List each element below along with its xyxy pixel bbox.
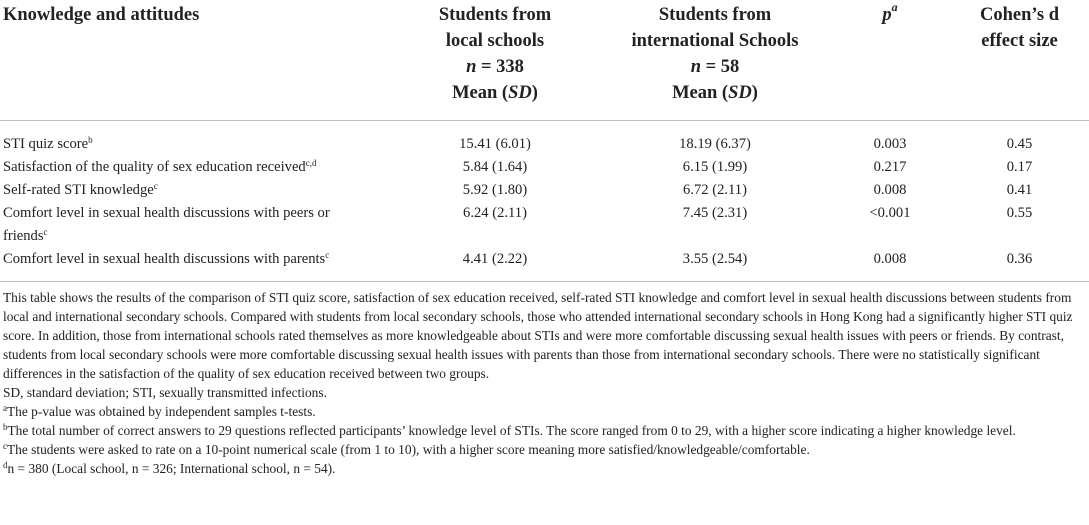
row-label-text-2: friends: [3, 228, 44, 244]
header-intl-sd: SD: [728, 83, 752, 103]
cell-local: 4.41 (2.22): [462, 251, 528, 267]
table-header-row: [0, 0, 1089, 121]
footnote-text: n = 380 (Local school, n = 326; International school, n = 54).: [7, 461, 336, 476]
header-p-value: [830, 0, 950, 121]
row-label-text: Self-rated STI knowledge: [3, 182, 154, 198]
cell-local: 5.92 (1.80): [462, 182, 528, 198]
row-label-text: STI quiz score: [3, 136, 89, 152]
header-intl-n: = 58: [701, 57, 740, 77]
footnote: [3, 402, 1083, 421]
header-intl-mean: Mean (: [672, 83, 729, 103]
row-label-sup: b: [88, 135, 93, 145]
footnote: [3, 421, 1083, 440]
table-row: [0, 248, 1089, 282]
header-intl-n-var: n: [690, 57, 701, 77]
cell-p: 0.217: [873, 159, 907, 175]
header-local-mean: Mean (: [452, 83, 509, 103]
footnote: [3, 459, 1083, 478]
cell-international: 6.15 (1.99): [682, 159, 748, 175]
cell-p: 0.008: [873, 251, 907, 267]
header-local-schools: [390, 0, 600, 121]
cell-d: 0.41: [1006, 182, 1033, 198]
cell-d: 0.55: [1006, 205, 1033, 221]
footnote-mark: d: [3, 460, 8, 470]
cell-local: 6.24 (2.11): [463, 205, 527, 221]
row-label: [0, 179, 390, 202]
footnote-mark: a: [3, 403, 7, 413]
row-label-sup: c,d: [305, 158, 317, 168]
row-label-sup: c: [43, 227, 48, 237]
header-local-n: = 338: [476, 57, 524, 77]
header-local-n-var: n: [466, 57, 477, 77]
header-p-label: p: [882, 5, 892, 25]
row-label: [0, 248, 390, 282]
cell-p: 0.003: [873, 136, 907, 152]
header-intl-line1: Students from: [658, 5, 772, 25]
header-knowledge-attitudes: Knowledge and attitudes: [3, 5, 200, 25]
footnote-mark: b: [3, 422, 8, 432]
header-cohens-d: [950, 0, 1089, 121]
header-p-sup: a: [891, 0, 898, 14]
row-label: [0, 156, 390, 179]
cell-international: 7.45 (2.31): [682, 205, 748, 221]
cell-international: 3.55 (2.54): [682, 251, 748, 267]
footnote-text: The total number of correct answers to 29 questions reflected participants’ knowledge level of STIs. The score ranged from 0 to 29, with a higher score indicating a higher knowledge level.: [7, 423, 1016, 438]
row-label-text: Comfort level in sexual health discussions with peers or: [3, 205, 330, 221]
cell-p: <0.001: [869, 205, 911, 221]
row-label-text: Satisfaction of the quality of sex education received: [3, 159, 306, 175]
row-label: [0, 121, 390, 157]
row-label: [0, 202, 390, 248]
header-local-line1: Students from: [438, 5, 552, 25]
cell-d: 0.17: [1006, 159, 1033, 175]
notes-summary: This table shows the results of the comparison of STI quiz score, satisfaction of sex education received, self-rated STI knowledge and comfort level in sexual health discussions between students from local and international secondary schools. Compared with students from local secondary schools, those who attended international secondary schools in Hong Kong had a significantly higher STI quiz score. In addition, those from international schools rated themselves as more knowledgeable about STIs and were more comfortable discussing sexual health issues with peers or friends. By contrast, students from local secondary schools were more comfortable discussing sexual health issues with parents than those from international secondary schools. There were no statistically significant differences in the satisfaction of the quality of sex education received between two groups.: [3, 290, 1073, 381]
table-notes: [0, 282, 1083, 478]
header-local-close: ): [531, 83, 538, 103]
cell-d: 0.45: [1006, 136, 1033, 152]
row-label-sup: c: [153, 181, 158, 191]
header-d-line2: effect size: [981, 31, 1058, 51]
notes-abbreviations: SD, standard deviation; STI, sexually transmitted infections.: [3, 385, 327, 400]
cell-international: 6.72 (2.11): [683, 182, 747, 198]
footnote-text: The p-value was obtained by independent samples t-tests.: [7, 404, 316, 419]
cell-local: 5.84 (1.64): [462, 159, 528, 175]
header-intl-line2: international Schools: [631, 31, 799, 51]
footnote-mark: c: [3, 441, 7, 451]
cell-local: 15.41 (6.01): [459, 136, 531, 152]
header-d-line1: Cohen’s d: [980, 5, 1059, 25]
cell-d: 0.36: [1006, 251, 1033, 267]
cell-p: 0.008: [873, 182, 907, 198]
header-local-sd: SD: [508, 83, 532, 103]
row-label-text: Comfort level in sexual health discussions with parents: [3, 251, 326, 267]
cell-international: 18.19 (6.37): [679, 136, 751, 152]
footnote: [3, 440, 1083, 459]
header-local-line2: local schools: [445, 31, 545, 51]
header-international-schools: [600, 0, 830, 121]
row-label-sup: c: [325, 250, 330, 260]
table-row: [0, 202, 1089, 248]
table-row: [0, 121, 1089, 157]
table-row: [0, 179, 1089, 202]
header-intl-close: ): [751, 83, 758, 103]
table-row: [0, 156, 1089, 179]
footnote-text: The students were asked to rate on a 10-point numerical scale (from 1 to 10), with a higher score meaning more satisfied/knowledgeable/comfortable.: [7, 442, 810, 457]
